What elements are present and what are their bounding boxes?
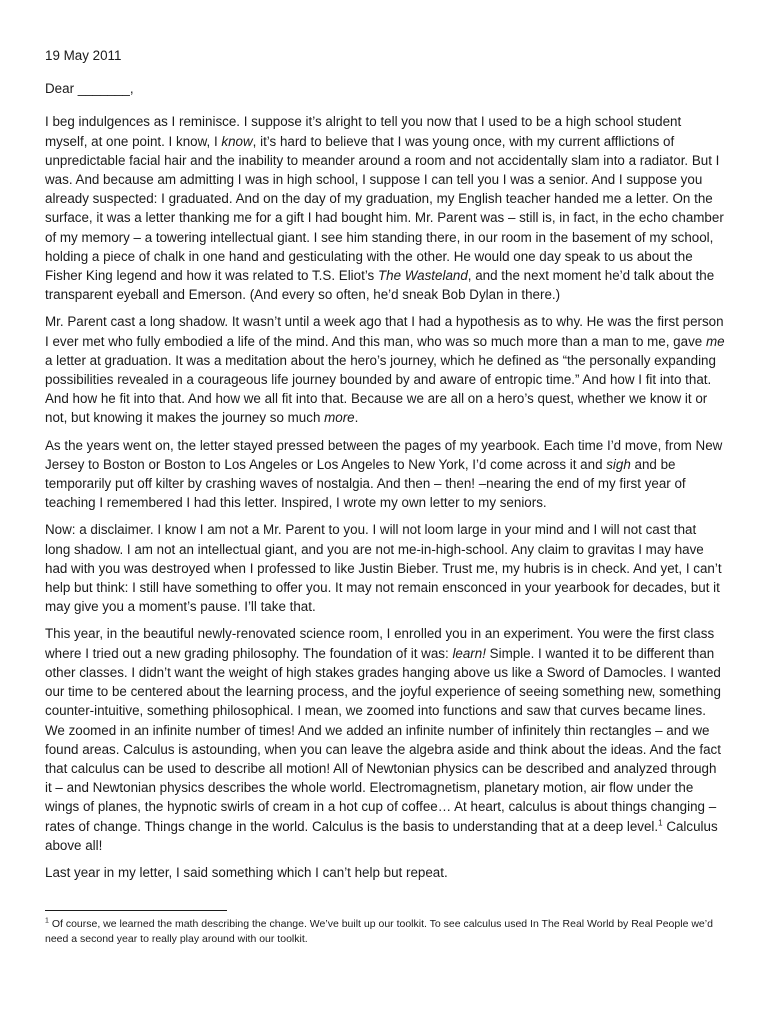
paragraph-1-text-b: , it’s hard to believe that I was young once, with my current afflictions of unpredictable facial hair and the inability to meander around a room and not accidentally slam into a radiator. But I was. And because am admitting I was in high school, I suppose I can tell you I was a senior. And I suppose you already suspected: I graduated. And on the day of my graduation, my English teacher handed me a letter. On the surface, it was a letter thanking me for a gift I had bought him. Mr. Parent was – still is, in fact, in the echo chamber of my memory – a towering intellectual giant. I see him standing there, in our room in the basement of my school, holding a piece of chalk in one hand and gesticulating with the other. He would one day speak to us about the Fisher King legend and how it was related to T.S. Eliot’s <box>45 133 724 284</box>
paragraph-1 <box>45 112 725 304</box>
footnote-text: Of course, we learned the math describing the change. We’ve built up our toolkit. To see calculus used In The Real World by Real People we’d need a second year to really play around with our toolkit. <box>45 918 713 945</box>
paragraph-1-text-c: , and the next moment he’d talk about the transparent eyeball and Emerson. (And every so often, he’d sneak Bob Dylan in there.) <box>45 268 715 303</box>
paragraph-2-emphasis-1: me <box>705 333 725 349</box>
paragraph-2-text-a: Mr. Parent cast a long shadow. It wasn’t until a week ago that I had a hypothesis as to why. He was the first person I ever met who fully embodied a life of the mind. And this man, who was so much more than a man to me, gave <box>45 314 724 349</box>
letter-date: 19 May 2011 <box>45 48 122 63</box>
footnote-reference[interactable]: 1 <box>658 818 663 828</box>
paragraph-4: Now: a disclaimer. I know I am not a Mr. Parent to you. I will not loom large in your mind and I will not cast that long shadow. I am not an intellectual giant, and you are not me-in-high-school. Any claim to gravitas I may have had with you was destroyed when I professed to like Justin Bieber. Trust me, my hubris is in check. And yet, I can’t help but think: I still have something to offer you. It may not remain ensconced in your yearbook for decades, but it may give you a moment’s pause. I’ll take that. <box>45 522 722 615</box>
paragraph-2 <box>45 312 725 427</box>
paragraph-3 <box>45 436 725 513</box>
footnote-separator <box>45 910 227 911</box>
paragraph-5 <box>45 624 725 854</box>
footnote <box>45 917 725 946</box>
paragraph-2-text-c: . <box>354 410 359 426</box>
paragraph-6: Last year in my letter, I said something which I can’t help but repeat. <box>45 864 448 880</box>
paragraph-3-emphasis-1: sigh <box>606 456 631 472</box>
paragraph-1-emphasis-2: The Wasteland <box>377 268 468 284</box>
paragraph-2-emphasis-2: more <box>324 410 355 426</box>
paragraph-1-emphasis-1: know <box>221 133 253 149</box>
letter-body <box>45 46 725 890</box>
paragraph-5-emphasis-1: learn! <box>452 645 486 661</box>
footnote-marker: 1 <box>45 917 49 925</box>
paragraph-5-text-b: Simple. I wanted it to be different than other classes. I didn’t want the weight of high stakes grades hanging above us like a Sword of Damocles. I wanted our time to be centered about the learning process, and the joyful experience of seeing something new, something counter-intuitive, something philosophical. I mean, we zoomed into functions and saw that curves became lines. We zoomed in an infinite number of times! And we added an infinite number of infinitely thin rectangles – and we found areas. Calculus is astounding, when you can leave the algebra aside and think about the ideas. And the fact that calculus can be used to describe all motion! All of Newtonian physics can be described and analyzed through it – and Newtonian physics describes the whole world. Electromagnetism, planetary motion, air flow under the wings of planes, the hypnotic swirls of cream in a hot cup of coffee… At heart, calculus is about things changing – rates of change. Things change in the world. Calculus is the basis to understanding that at a deep level. <box>45 645 721 834</box>
paragraph-5-text-c: Calculus above all! <box>45 818 718 853</box>
paragraph-1-text-a: I beg indulgences as I reminisce. I suppose it’s alright to tell you now that I used to be a high school student myself, at one point. I know, I <box>45 114 682 149</box>
paragraph-5-text-a: This year, in the beautiful newly-renovated science room, I enrolled you in an experiment. You were the first class where I tried out a new grading philosophy. The foundation of it was: <box>45 626 715 661</box>
salutation: Dear _______, <box>45 81 134 97</box>
paragraph-3-text-b: and be temporarily put off kilter by crashing waves of nostalgia. And then – then! –nearing the end of my first year of teaching I remembered I had this letter. Inspired, I wrote my own letter to my seniors. <box>45 456 686 511</box>
paragraph-2-text-b: a letter at graduation. It was a meditation about the hero’s journey, which he defined as “the personally expanding possibilities revealed in a courageous life journey bounded by and aware of entropic time.” And how I fit into that. And how he fit into that. And how we all fit into that. Because we are all on a hero’s quest, whether we know it or not, but knowing it makes the journey so much <box>45 352 716 426</box>
paragraph-3-text-a: As the years went on, the letter stayed pressed between the pages of my yearbook. Each time I’d move, from New Jersey to Boston or Boston to Los Angeles or Los Angeles to New York, I’d come across it and <box>45 437 723 472</box>
